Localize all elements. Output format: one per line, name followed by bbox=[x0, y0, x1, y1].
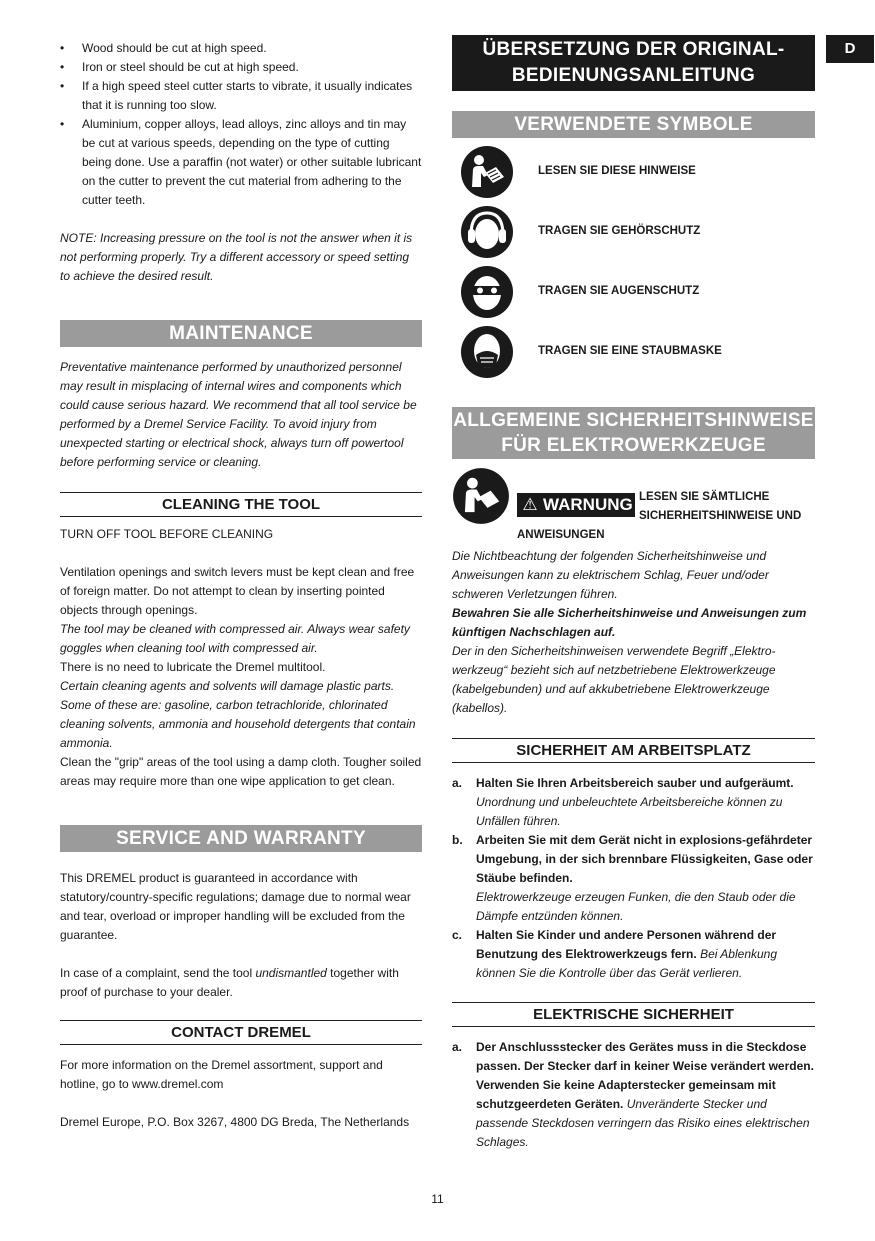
cleaning-agents-text: Certain cleaning agents and solvents will damage plastic parts. Some of these are: gasoline, carbon tetrachloride, chlorinated cleaning solvents, ammonia and household detergents that contain ammonia. bbox=[60, 679, 416, 750]
note-paragraph: NOTE: Increasing pressure on the tool is not the answer when it is not performing properly. Try a different accessory or speed setting to achieve the desired result. bbox=[60, 231, 413, 283]
contact-heading: CONTACT DREMEL bbox=[60, 1020, 422, 1045]
list-item: a. Halten Sie Ihren Arbeitsbereich sauber und aufgeräumt. Unordnung und unbeleuchtete Arbeitsbereiche können zu Unfällen führen. bbox=[452, 776, 794, 828]
list-item: a. Der Anschlussstecker des Gerätes muss in die Steckdose passen. Der Stecker darf in keiner Weise verändert werden. Verwenden Sie keine Adapterstecker gemeinsam mit schutzgeerdeten Geräten. Unveränderte Stecker und passende Steckdosen verringern das Risiko eines elektrischen Schlages. bbox=[452, 1040, 814, 1149]
list-item: • If a high speed steel cutter starts to vibrate, it usually indicates that it is running too slow. bbox=[60, 79, 413, 112]
warning-block bbox=[452, 463, 815, 547]
warning-text: LESEN SIE SÄMTLICHE SICHERHEITSHINWEISE UND bbox=[639, 491, 802, 522]
symbol-label: TRAGEN SIE AUGENSCHUTZ bbox=[538, 285, 700, 297]
keep-instructions-text: Bewahren Sie alle Sicherheitshinweise und Anweisungen zum künftigen Nachschlagen auf. bbox=[452, 606, 807, 639]
page-number: 11 bbox=[431, 1192, 444, 1206]
workplace-heading: SICHERHEIT AM ARBEITSPLATZ bbox=[452, 738, 815, 763]
definition-text: Der in den Sicherheitshinweisen verwendete Begriff „Elektro-werkzeug“ bezieht sich auf netzbetriebene Elektrowerkzeuge (kabelgebunden) und auf akkubetriebene Elektrowerkzeuge (kabellos). bbox=[452, 644, 776, 715]
service-heading: SERVICE AND WARRANTY bbox=[60, 825, 422, 852]
ventilation-text: Ventilation openings and switch levers must be kept clean and free of foreign matter. Do not attempt to clean by inserting pointed objects through openings. bbox=[60, 565, 415, 617]
workplace-list bbox=[452, 774, 815, 983]
symbol-label: TRAGEN SIE GEHÖRSCHUTZ bbox=[538, 225, 701, 237]
electrical-heading: ELEKTRISCHE SICHERHEIT bbox=[452, 1002, 815, 1027]
symbol-row bbox=[452, 202, 815, 262]
dust-mask-icon bbox=[460, 325, 514, 379]
general-warning-text: Die Nichtbeachtung der folgenden Sicherheitshinweise und Anweisungen kann zu elektrischem Schlag, Feuer und/oder schweren Verletzungen führen. bbox=[452, 549, 769, 601]
guarantee-text: This DREMEL product is guaranteed in accordance with statutory/country-specific regulations; damage due to normal wear and tear, overload or improper handling will be excluded from the guarantee. bbox=[60, 871, 411, 942]
turn-off-text: TURN OFF TOOL BEFORE CLEANING bbox=[60, 527, 274, 541]
contact-info-text: For more information on the Dremel assortment, support and hotline, go to www.dremel.com bbox=[60, 1058, 383, 1091]
read-manual-icon bbox=[460, 145, 514, 199]
maintenance-text: Preventative maintenance performed by unauthorized personnel may result in misplacing of internal wires and components which could cause serious hazard. We recommend that all tool service be performed by a Dremel Service Facility. To avoid injury from unexpected starting or electrical shock, always turn off powertool before performing service or cleaning. bbox=[60, 360, 417, 469]
read-manual-icon bbox=[452, 467, 510, 525]
symbol-label: TRAGEN SIE EINE STAUBMASKE bbox=[538, 345, 722, 357]
symbol-row bbox=[452, 322, 815, 382]
ear-protection-icon bbox=[460, 205, 514, 259]
complaint-text: In case of a complaint, send the tool undismantled together with proof of purchase to your dealer. bbox=[60, 966, 399, 999]
symbols-list bbox=[452, 142, 815, 382]
lubricate-text: There is no need to lubricate the Dremel multitool. bbox=[60, 660, 326, 674]
language-tab: D bbox=[826, 35, 874, 63]
page-title: ÜBERSETZUNG DER ORIGINAL- BEDIENUNGSANLEITUNG bbox=[452, 35, 815, 91]
list-item: c. Halten Sie Kinder und andere Personen während der Benutzung des Elektrowerkzeugs fern. Bei Ablenkung können Sie die Kontrolle über das Gerät verlieren. bbox=[452, 928, 778, 980]
cleaning-heading: CLEANING THE TOOL bbox=[60, 492, 422, 517]
general-safety-heading: ALLGEMEINE SICHERHEITSHINWEISE FÜR ELEKTROWERKZEUGE bbox=[452, 407, 815, 459]
symbol-row bbox=[452, 142, 815, 202]
speed-bullet-list bbox=[60, 39, 422, 210]
compressed-air-text: The tool may be cleaned with compressed air. Always wear safety goggles when cleaning tool with compressed air. bbox=[60, 622, 410, 655]
warning-badge: ⚠ WARNUNG bbox=[517, 493, 635, 517]
list-item: b. Arbeiten Sie mit dem Gerät nicht in explosions-gefährdeter Umgebung, in der sich brennbare Flüssigkeiten, Gase oder Stäube befinden. Elektrowerkzeuge erzeugen Funken, die den Staub oder die Dämpfe entzünden können. bbox=[452, 833, 813, 923]
symbols-heading: VERWENDETE SYMBOLE bbox=[452, 111, 815, 138]
symbol-row bbox=[452, 262, 815, 322]
list-item: • Wood should be cut at high speed. bbox=[60, 41, 267, 55]
warning-triangle-icon: ⚠ bbox=[522, 495, 538, 514]
symbol-label: LESEN SIE DIESE HINWEISE bbox=[538, 165, 696, 177]
right-column bbox=[452, 35, 815, 1152]
warning-text-tail: ANWEISUNGEN bbox=[517, 529, 605, 541]
address-text: Dremel Europe, P.O. Box 3267, 4800 DG Breda, The Netherlands bbox=[60, 1115, 410, 1129]
eye-protection-icon bbox=[460, 265, 514, 319]
electrical-list bbox=[452, 1038, 815, 1152]
grip-text: Clean the "grip" areas of the tool using a damp cloth. Tougher soiled areas may require more than one wipe application to get clean. bbox=[60, 755, 422, 788]
list-item: • Iron or steel should be cut at high speed. bbox=[60, 60, 299, 74]
maintenance-heading: MAINTENANCE bbox=[60, 320, 422, 347]
left-column bbox=[60, 39, 422, 1132]
list-item: • Aluminium, copper alloys, lead alloys, zinc alloys and tin may be cut at various speeds, depending on the type of cutting being done. Use a paraffin (not water) or other suitable lubricant on the cutter to prevent the cut material from adhering to the cutter teeth. bbox=[60, 117, 422, 207]
